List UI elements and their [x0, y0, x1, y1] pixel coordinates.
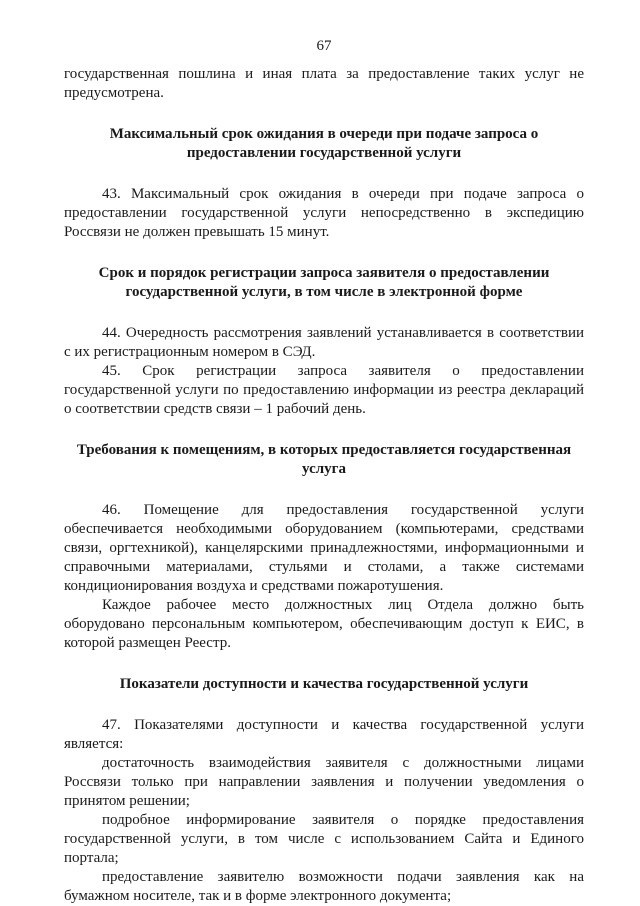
paragraph-44: 44. Очередность рассмотрения заявлений устанавливается в соответствии с их регистрационным номером в СЭД. — [64, 325, 584, 360]
section-heading-max-wait: Максимальный срок ожидания в очереди при подаче запроса о предоставлении государственной услуги — [109, 126, 539, 161]
paragraph-47-item-1: достаточность взаимодействия заявителя с должностными лицами Россвязи только при направлении заявления и получении уведомления о принятом решении; — [64, 755, 584, 809]
paragraph-43: 43. Максимальный срок ожидания в очереди при подаче запроса о предоставлении государственной услуги непосредственно в экспедицию Россвязи не должен превышать 15 минут. — [64, 186, 584, 240]
intro-paragraph: государственная пошлина и иная плата за предоставление таких услуг не предусмотрена. — [64, 66, 584, 101]
section-heading-quality: Показатели доступности и качества государственной услуги — [119, 676, 529, 692]
paragraph-46: 46. Помещение для предоставления государственной услуги обеспечивается необходимыми оборудованием (компьютерами, средствами связи, оргтехникой), канцелярскими принадлежностями, информационными и справочными материалами, стульями и столами, а также системами кондиционирования воздуха и средствами пожаротушения. — [64, 502, 584, 594]
paragraph-45: 45. Срок регистрации запроса заявителя о предоставлении государственной услуги по предоставлению информации из реестра деклараций о соответствии средств связи – 1 рабочий день. — [64, 363, 584, 417]
section-heading-registration: Срок и порядок регистрации запроса заявителя о предоставлении государственной услуги, в том числе в электронной форме — [98, 265, 550, 300]
paragraph-47-item-3: предоставление заявителю возможности подачи заявления как на бумажном носителе, так и в форме электронного документа; — [64, 869, 584, 904]
section-heading-premises: Требования к помещениям, в которых предоставляется государственная услуга — [76, 442, 572, 477]
paragraph-47: 47. Показателями доступности и качества государственной услуги является: — [64, 717, 584, 752]
paragraph-47-item-2: подробное информирование заявителя о порядке предоставления государственной услуги, в том числе с использованием Сайта и Единого портала; — [64, 812, 584, 866]
paragraph-workplace: Каждое рабочее место должностных лиц Отдела должно быть оборудовано персональным компьютером, обеспечивающим доступ к ЕИС, в которой размещен Реестр. — [64, 597, 584, 651]
page-number: 67 — [316, 38, 332, 54]
